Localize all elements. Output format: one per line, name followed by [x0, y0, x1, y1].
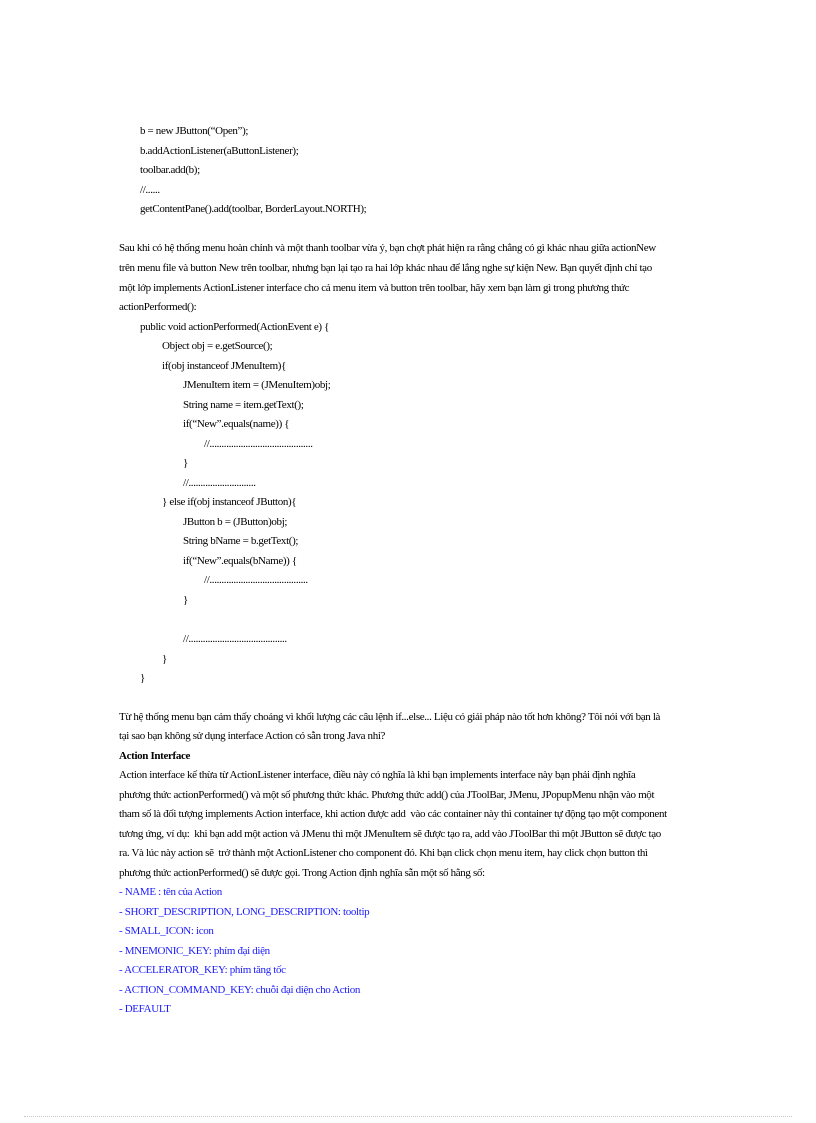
paragraph-line: Sau khi có hệ thống menu hoàn chỉnh và một thanh toolbar vừa ý, bạn chợt phát hiện ra rằng chẳng có gì khác nhau giữa actionNew: [119, 242, 656, 254]
constant-item: - SHORT_DESCRIPTION, LONG_DESCRIPTION: tooltip: [119, 906, 370, 918]
paragraph-line: actionPerformed():: [119, 301, 197, 313]
code-line: JButton b = (JButton)obj;: [183, 516, 288, 528]
constant-item: - SMALL_ICON: icon: [119, 925, 214, 937]
paragraph-line: tham số là đối tượng implements Action interface, khi action được add vào các container này thì container tự động tạo một component: [119, 808, 667, 820]
code-line: //.........................................: [183, 633, 287, 645]
code-line: }: [183, 594, 188, 606]
paragraph-line: phương thức actionPerformed() và một số phương thức khác. Phương thức add() của JToolBar, JMenu, JPopupMenu nhận vào một: [119, 789, 655, 801]
code-line: }: [162, 653, 167, 665]
code-line: if(“New”.equals(name)) {: [183, 418, 290, 430]
paragraph-line: trên menu file và button New trên toolbar, nhưng bạn lại tạo ra hai lớp khác nhau để lắng nghe sự kiện New. Bạn quyết định chỉ tạo: [119, 262, 652, 274]
code-line: }: [140, 672, 145, 684]
constant-item: - ACCELERATOR_KEY: phím tăng tốc: [119, 964, 286, 976]
constant-item: - DEFAULT: [119, 1003, 171, 1015]
code-line: //...........................................: [204, 438, 313, 450]
code-line: String name = item.getText();: [183, 399, 304, 411]
code-line: } else if(obj instanceof JButton){: [162, 496, 297, 508]
code-line: public void actionPerformed(ActionEvent e) {: [140, 321, 330, 333]
paragraph-line: ra. Và lúc này action sẽ trở thành một ActionListener cho component đó. Khi bạn click chọn menu item, hay click chọn button thì: [119, 847, 648, 859]
constant-item: - NAME : tên của Action: [119, 886, 222, 898]
code-line: b = new JButton(“Open”);: [140, 125, 249, 137]
code-line: }: [183, 457, 188, 469]
paragraph-line: tương ứng, ví dụ: khi bạn add một action và JMenu thì một JMenuItem sẽ được tạo ra, add vào JToolBar thì một JButton sẽ được tạo: [119, 828, 661, 840]
paragraph-line: Từ hệ thống menu bạn cảm thấy choáng vì khối lượng các câu lệnh if...else... Liệu có giải pháp nào tốt hơn không? Tôi nói với bạn là: [119, 711, 661, 723]
code-line: if(“New”.equals(bName)) {: [183, 555, 297, 567]
code-line: toolbar.add(b);: [140, 164, 200, 176]
constant-item: - ACTION_COMMAND_KEY: chuỗi đại diện cho Action: [119, 984, 361, 996]
code-line: //......: [140, 184, 160, 196]
code-line: b.addActionListener(aButtonListener);: [140, 145, 299, 157]
code-line: String bName = b.getText();: [183, 535, 299, 547]
code-line: //............................: [183, 477, 256, 489]
code-line: if(obj instanceof JMenuItem){: [162, 360, 287, 372]
page-bottom-divider: [24, 1116, 792, 1117]
constant-item: - MNEMONIC_KEY: phím đại diện: [119, 945, 270, 957]
section-heading: Action Interface: [119, 750, 191, 762]
code-line: getContentPane().add(toolbar, BorderLayout.NORTH);: [140, 203, 367, 215]
paragraph-line: một lớp implements ActionListener interface cho cả menu item và button trên toolbar, hãy xem bạn làm gì trong phương thức: [119, 282, 630, 294]
code-line: Object obj = e.getSource();: [162, 340, 273, 352]
paragraph-line: Action interface kế thừa từ ActionListener interface, điều này có nghĩa là khi bạn implements interface này bạn phải định nghĩa: [119, 769, 636, 781]
paragraph-line: tại sao bạn không sử dụng interface Action có sẵn trong Java nhỉ?: [119, 730, 386, 742]
paragraph-line: phương thức actionPerformed() sẽ được gọi. Trong Action định nghĩa sẵn một số hằng số:: [119, 867, 485, 879]
code-line: //.........................................: [204, 574, 308, 586]
code-line: JMenuItem item = (JMenuItem)obj;: [183, 379, 331, 391]
